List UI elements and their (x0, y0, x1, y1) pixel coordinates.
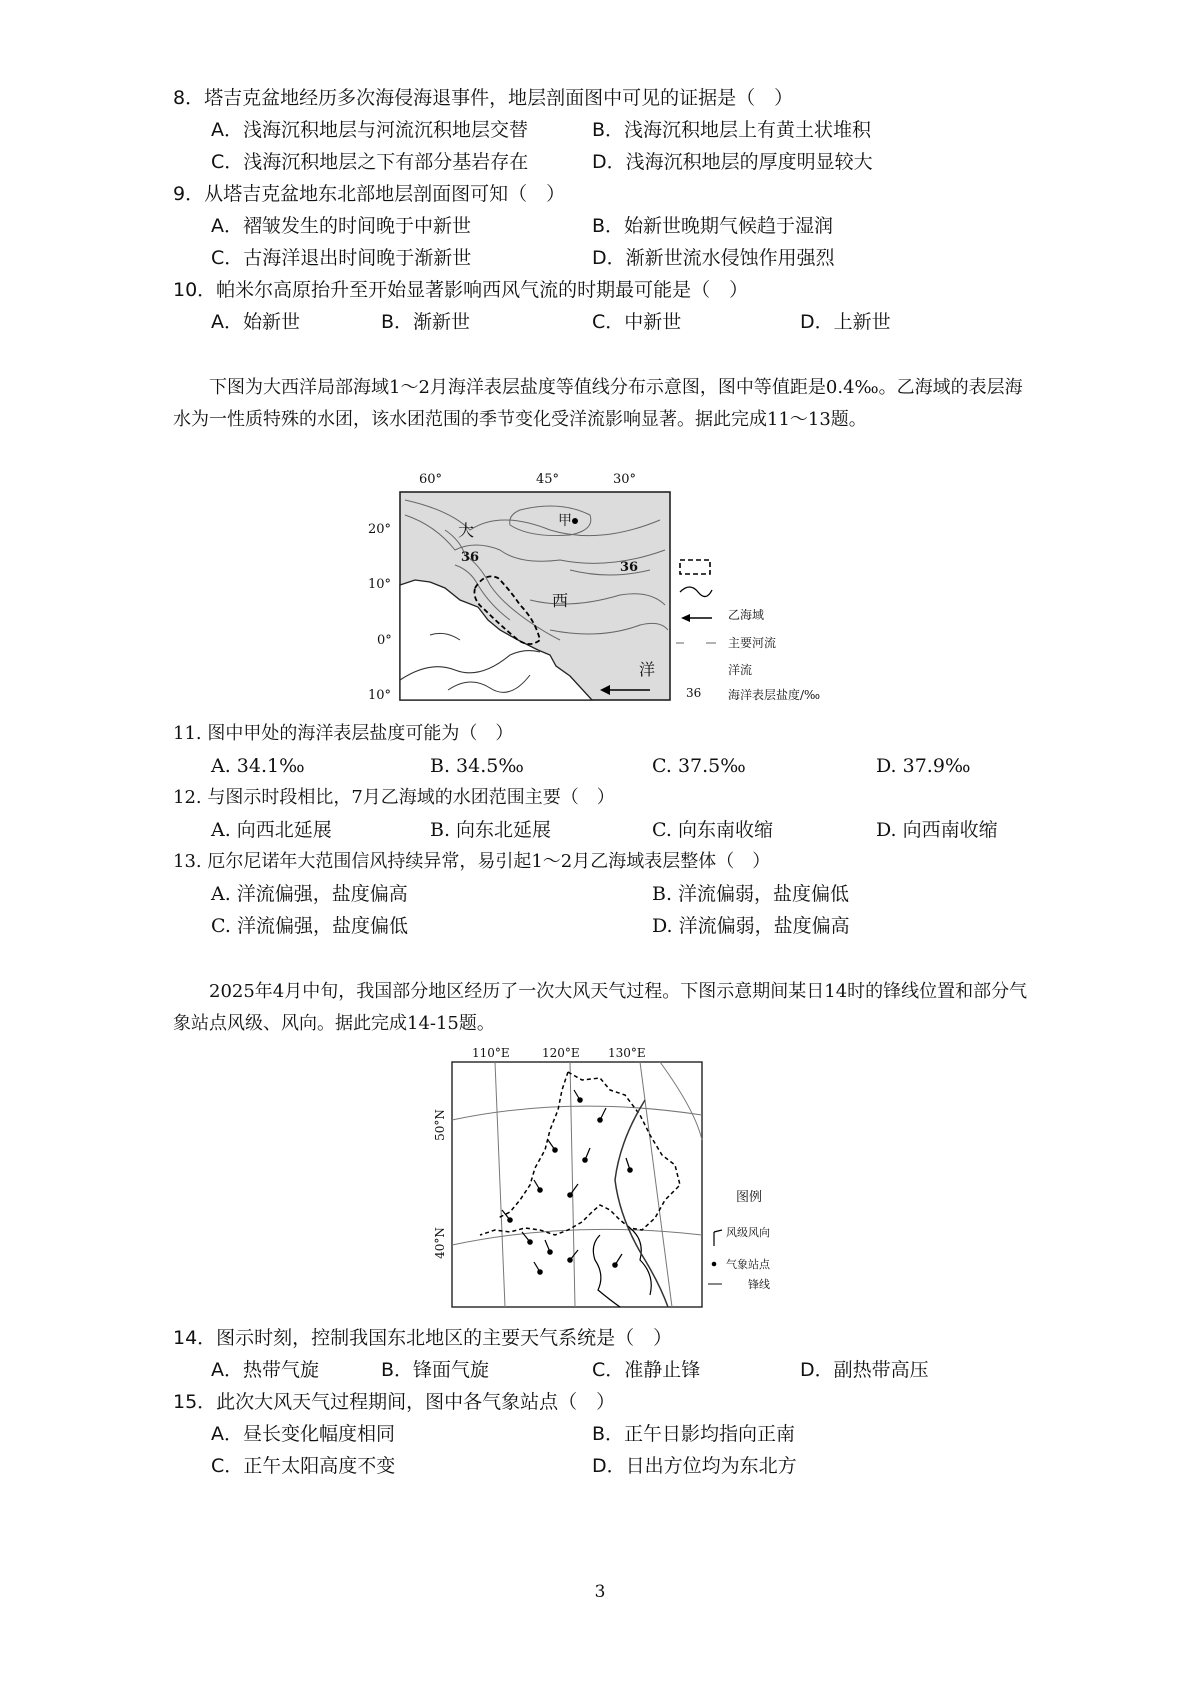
q13-option-d: D. 洋流偏弱，盐度偏高 (652, 915, 850, 937)
q9-option-b: B．始新世晚期气候趋于湿润 (592, 215, 834, 237)
q15-option-c: C．正午太阳高度不变 (211, 1455, 396, 1477)
map2-lon-120: 120°E (542, 1046, 580, 1060)
map1-contour-36-a: 36 (461, 550, 480, 565)
q9-option-c: C．古海洋退出时间晚于渐新世 (211, 247, 472, 269)
map1-lat-10n: 10° (368, 577, 392, 592)
q12-stem: 12. 与图示时段相比，7月乙海域的水团范围主要（ ） (173, 787, 615, 808)
map2-lon-110: 110°E (472, 1046, 510, 1060)
map1-ocean-yang: 洋 (639, 660, 656, 679)
map1-lat-10s: 10° (368, 688, 392, 703)
q13-stem: 13. 厄尔尼诺年大范围信风持续异常，易引起1～2月乙海域表层整体（ ） (173, 851, 771, 872)
passage-salinity: 下图为大西洋局部海域1～2月海洋表层盐度等值线分布示意图，图中等值距是0.4‰。乙海域的表层海水为一性质特殊的水团，该水团范围的季节变化受洋流影响显著。据此完成11～13题。 (173, 377, 1023, 430)
q15-option-a: A．昼长变化幅度相同 (211, 1423, 395, 1445)
atlantic-salinity-map (360, 470, 860, 710)
q8-option-b: B．浅海沉积地层上有黄土状堆积 (592, 119, 872, 141)
q12-option-b: B. 向东北延展 (430, 819, 552, 841)
q10-option-a: A．始新世 (211, 311, 300, 333)
map2-legend-wind: 风级风向 (726, 1226, 770, 1239)
map2-lon-130: 130°E (608, 1046, 646, 1060)
map1-legend-salinity-value: 36 (686, 686, 702, 700)
map1-ocean-da: 大 (458, 521, 475, 540)
q10-option-d: D．上新世 (800, 311, 891, 333)
q14-stem: 14．图示时刻，控制我国东北地区的主要天气系统是（ ） (173, 1327, 673, 1349)
q14-option-a: A．热带气旋 (211, 1359, 319, 1381)
q11-option-d: D. 37.9‰ (876, 755, 971, 777)
map2-legend-station: 气象站点 (726, 1258, 770, 1271)
map1-jia-label: 甲 (558, 513, 572, 529)
q14-option-c: C．准静止锋 (592, 1359, 701, 1381)
q9-stem: 9．从塔吉克盆地东北部地层剖面图可知（ ） (173, 183, 566, 205)
map1-lon-45: 45° (536, 472, 560, 487)
q11-option-c: C. 37.5‰ (652, 755, 746, 777)
map1-legend-salinity: 海洋表层盐度/‰ (728, 688, 821, 702)
q15-stem: 15．此次大风天气过程期间，图中各气象站点（ ） (173, 1391, 616, 1413)
q11-stem: 11. 图中甲处的海洋表层盐度可能为（ ） (173, 723, 514, 744)
q14-option-b: B．锋面气旋 (381, 1359, 490, 1381)
q15-option-b: B．正午日影均指向正南 (592, 1423, 796, 1445)
map1-lat-0: 0° (377, 633, 392, 648)
q8-option-c: C．浅海沉积地层之下有部分基岩存在 (211, 151, 529, 173)
q8-option-d: D．浅海沉积地层的厚度明显较大 (592, 151, 873, 173)
map1-lat-20: 20° (368, 522, 392, 537)
q14-option-d: D．副热带高压 (800, 1359, 929, 1381)
q10-option-b: B．渐新世 (381, 311, 471, 333)
q11-option-a: A. 34.1‰ (211, 755, 305, 777)
map1-contour-36-b: 36 (620, 560, 639, 575)
q9-option-a: A．褶皱发生的时间晚于中新世 (211, 215, 471, 237)
q13-option-a: A. 洋流偏强，盐度偏高 (211, 883, 408, 905)
q11-option-b: B. 34.5‰ (430, 755, 524, 777)
map1-legend-current: 洋流 (728, 663, 753, 677)
map1-legend-area: 乙海域 (728, 608, 765, 622)
map2-lat-40: 40°N (432, 1227, 447, 1259)
map1-lon-30: 30° (613, 472, 637, 487)
q8-option-a: A．浅海沉积地层与河流沉积地层交替 (211, 119, 528, 141)
q12-option-d: D. 向西南收缩 (876, 819, 998, 841)
q9-option-d: D．渐新世流水侵蚀作用强烈 (592, 247, 835, 269)
map2-legend-title: 图例 (736, 1190, 763, 1205)
map1-legend-river: 主要河流 (728, 636, 777, 650)
q10-option-c: C．中新世 (592, 311, 682, 333)
northeast-china-front-map (450, 1060, 820, 1310)
q10-stem: 10．帕米尔高原抬升至开始显著影响西风气流的时期最可能是（ ） (173, 279, 749, 301)
q13-option-b: B. 洋流偏弱，盐度偏低 (652, 883, 850, 905)
page-number: 3 (594, 1582, 606, 1602)
map2-legend-front: 锋线 (748, 1278, 770, 1291)
q12-option-a: A. 向西北延展 (211, 819, 332, 841)
map1-lon-60: 60° (419, 472, 443, 487)
map2-lat-50: 50°N (432, 1109, 447, 1141)
q8-stem: 8．塔吉克盆地经历多次海侵海退事件，地层剖面图中可见的证据是（ ） (173, 87, 794, 109)
passage-wind: 2025年4月中旬，我国部分地区经历了一次大风天气过程。下图示意期间某日14时的锋线位置和部分气象站点风级、风向。据此完成14-15题。 (173, 981, 1028, 1034)
map1-ocean-xi: 西 (552, 591, 569, 610)
q12-option-c: C. 向东南收缩 (652, 819, 773, 841)
q15-option-d: D．日出方位均为东北方 (592, 1455, 797, 1477)
q13-option-c: C. 洋流偏强，盐度偏低 (211, 915, 408, 937)
